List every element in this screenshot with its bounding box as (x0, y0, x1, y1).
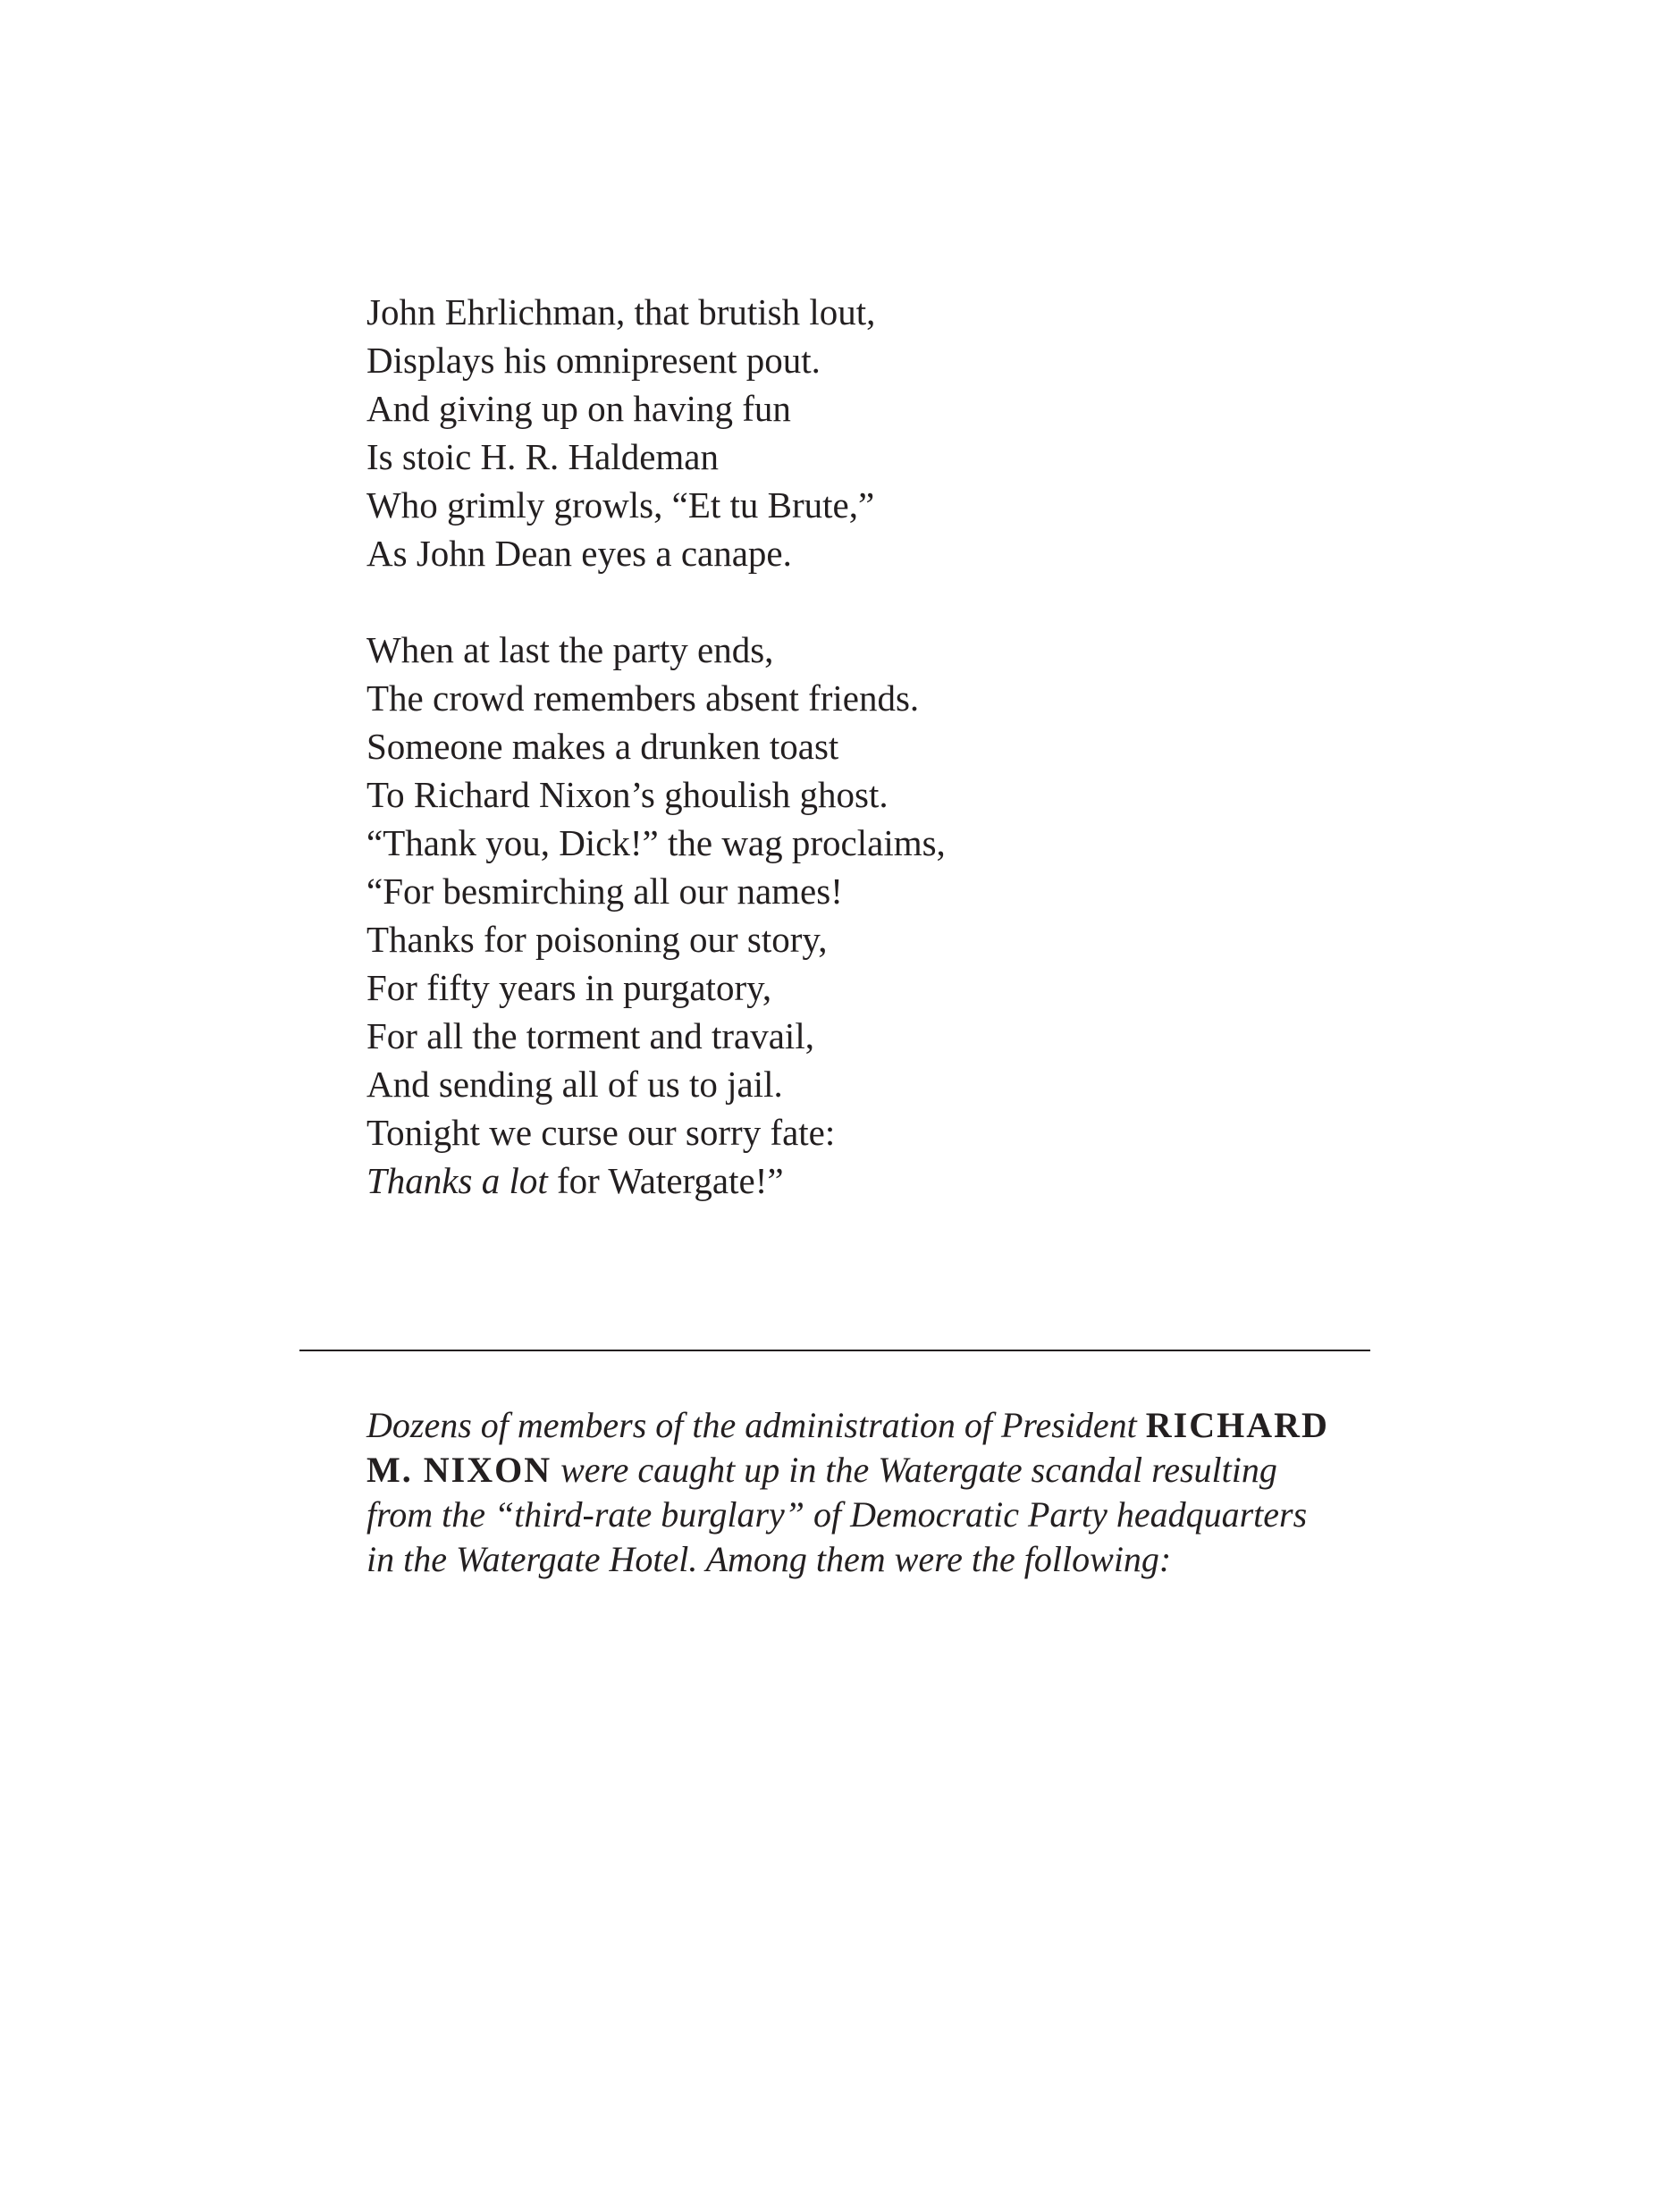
poem-line: Is stoic H. R. Haldeman (366, 436, 719, 477)
section-divider (299, 1350, 1370, 1351)
note-name: RICHARD M. NIXON (366, 1405, 1329, 1490)
poem-line: “Thank you, Dick!” the wag proclaims, (366, 822, 946, 863)
editorial-note (366, 1403, 1332, 1582)
poem (366, 288, 1350, 1205)
poem-line: And giving up on having fun (366, 388, 791, 429)
poem-line: Someone makes a drunken toast (366, 726, 839, 767)
poem-last-line-italic: Thanks a lot (366, 1160, 548, 1201)
poem-stanza-2 (366, 626, 1350, 1205)
poem-line: To Richard Nixon’s ghoulish ghost. (366, 774, 889, 815)
poem-line: Tonight we curse our sorry fate: (366, 1112, 836, 1153)
poem-line: John Ehrlichman, that brutish lout, (366, 291, 876, 332)
poem-line: As John Dean eyes a canape. (366, 533, 792, 574)
poem-line: Thanks for poisoning our story, (366, 919, 828, 960)
poem-last-line (366, 1156, 1350, 1205)
poem-line: When at last the party ends, (366, 629, 774, 670)
note-intro: Dozens of members of the administration of President (366, 1405, 1146, 1445)
poem-stanza-1 (366, 288, 1350, 577)
poem-line: “For besmirching all our names! (366, 871, 843, 912)
poem-line: Who grimly growls, “Et tu Brute,” (366, 484, 875, 526)
note-rest: were caught up in the Watergate scandal resulting from the “third-rate burglary” of Democratic Party headquarters in the Watergate Hotel. Among them were the following: (366, 1450, 1308, 1579)
poem-last-line-rest: for Watergate!” (547, 1160, 784, 1201)
poem-line: For fifty years in purgatory, (366, 967, 772, 1008)
poem-line: Displays his omnipresent pout. (366, 340, 821, 381)
poem-line: And sending all of us to jail. (366, 1064, 783, 1105)
poem-line: For all the torment and travail, (366, 1015, 814, 1056)
poem-line: The crowd remembers absent friends. (366, 677, 920, 719)
